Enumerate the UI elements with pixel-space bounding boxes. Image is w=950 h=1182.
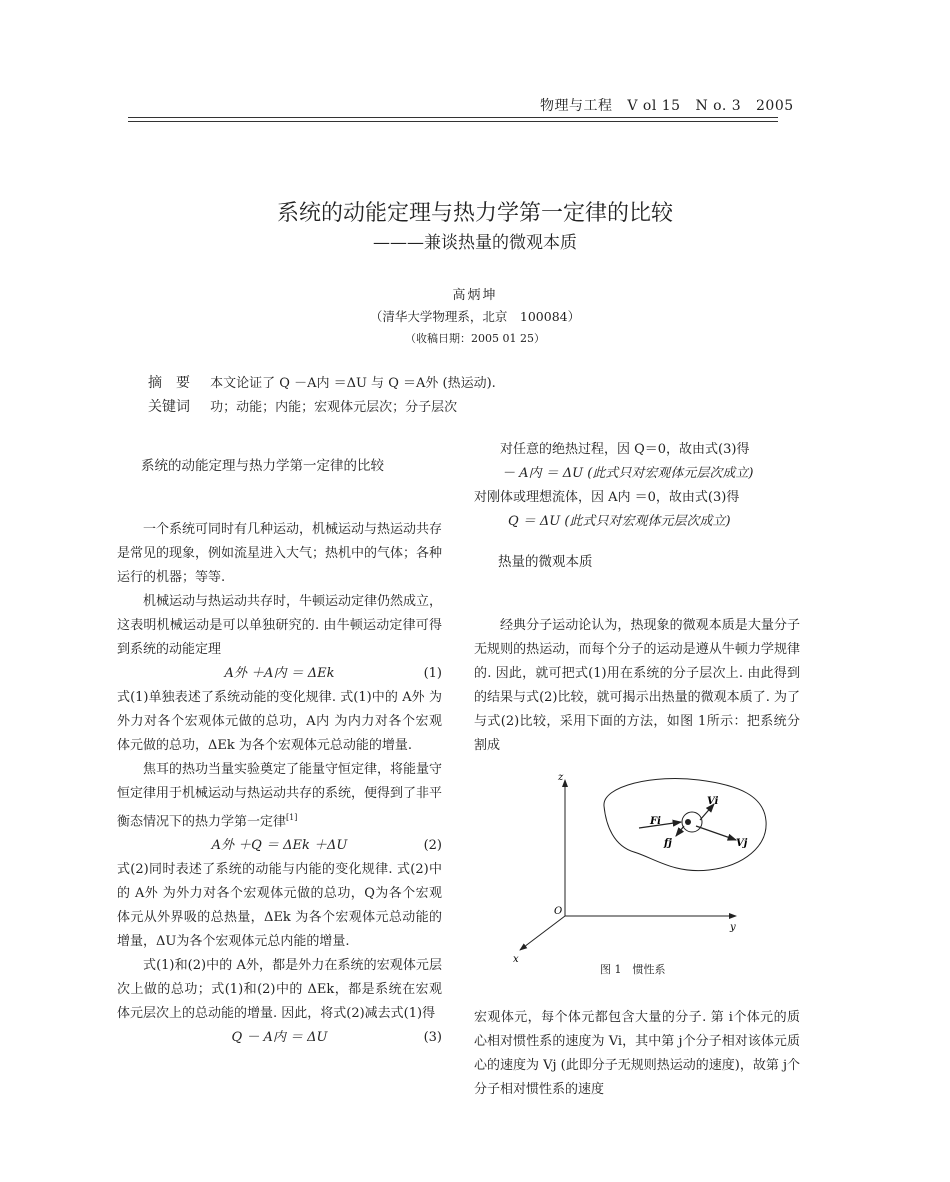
inertial-frame-diagram — [474, 766, 800, 966]
header-rule-top — [128, 117, 778, 118]
journal-name: 物理与工程 — [540, 98, 613, 114]
equation-rigid: Q ＝ ΔU (此式只对宏观体元层次成立) — [508, 514, 731, 529]
paragraph: 经典分子运动论认为，热现象的微观本质是大量分子无规则的热运动，而每个分子的运动是遵从牛顿力学规律的. 因此，就可把式(1)用在系统的分子层次上. 由此得到的结果与式(2)比较，就可揭示出热量的微观本质了. 为了与式(2)比较，采用下面的方法，如图 1所示：把系统分割成 — [474, 618, 800, 753]
paragraph: 机械运动与热运动共存时，牛顿运动定律仍然成立，这表明机械运动是可以单独研究的. 由牛顿运动定律可得到系统的动能定理 — [117, 594, 443, 657]
citation: [1] — [286, 813, 298, 822]
equation-adiabatic: － A内 ＝ ΔU (此式只对宏观体元层次成立) — [502, 466, 754, 481]
paragraph: 式(1)单独表述了系统动能的变化规律. 式(1)中的 A外 为外力对各个宏观体元做的总功，A内 为内力对各个宏观体元做的总功，ΔEk 为各个宏观体元总动能的增量. — [117, 690, 442, 753]
keywords — [148, 396, 457, 416]
velocity-Vi-label: Vi — [707, 796, 719, 807]
molecule-j — [685, 819, 691, 825]
abstract-text: 本文论证了 Q －A内 ＝ΔU 与 Q ＝A外 (热运动). — [210, 376, 496, 391]
section-heading-2: 热量的微观本质 — [498, 554, 593, 570]
z-axis-label: z — [558, 772, 564, 783]
affiliation: （清华大学物理系，北京 100084） — [369, 309, 581, 324]
author: 高炳坤 — [452, 288, 498, 303]
running-header — [540, 95, 794, 115]
paragraph: 一个系统可同时有几种运动，机械运动与热运动共存是常见的现象，例如流星进入大气；热机中的气体；各种运行的机器；等等. — [117, 522, 443, 585]
journal-year: 2005 — [756, 98, 794, 114]
x-axis-label: x — [513, 954, 519, 965]
paragraph: 宏观体元，每个体元都包含大量的分子. 第 i个体元的质心相对惯性系的速度为 Vi，其中第 j个分子相对该体元质心的速度为 Vj (此即分子无规则热运动的速度)，故第 j个分子相对惯性系的速度 — [474, 1010, 800, 1097]
left-column — [117, 454, 442, 1050]
paragraph: 式(1)和(2)中的 A外，都是外力在系统的宏观体元层次上做的总功；式(1)和(2)中的 ΔEk，都是系统在宏观体元层次上的总动能的增量. 因此，将式(2)减去式(1)得 — [117, 958, 442, 1022]
system-boundary — [604, 778, 766, 870]
equation-3 — [117, 1026, 442, 1050]
paragraph-text: 焦耳的热功当量实验奠定了能量守恒定律，将能量守恒定律用于机械运动与热运动共存的系统，便得到了非平衡态情况下的热力学第一定律 — [117, 762, 443, 830]
paragraph: 对刚体或理想流体，因 A内 ＝0，故由式(3)得 — [474, 490, 740, 505]
equation-1 — [117, 662, 442, 686]
velocity-Vj-label: Vj — [736, 838, 748, 849]
origin-label: O — [554, 906, 563, 917]
paragraph — [117, 758, 442, 834]
paragraph: 式(2)同时表述了系统的动能与内能的变化规律. 式(2)中的 A外 为外力对各个宏观体元做的总功，Q为各个宏观体元从外界吸的总热量，ΔEk 为各个宏观体元总动能的增量，ΔU为各个宏观体元总内能的增量. — [117, 862, 442, 950]
equation-2 — [117, 834, 442, 858]
right-column — [474, 438, 800, 1102]
figure-1 — [474, 766, 800, 966]
paper-subtitle: ———兼谈热量的微观本质 — [373, 233, 577, 253]
journal-volume: V ol 15 — [627, 98, 681, 114]
keywords-text: 功；动能；内能；宏观体元层次；分子层次 — [210, 400, 458, 415]
keywords-label: 关键词 — [148, 399, 190, 415]
force-fj-label: fj — [664, 838, 672, 849]
received-date: （收稿日期：2005 01 25） — [405, 332, 545, 345]
abstract-label: 摘 要 — [148, 375, 190, 391]
figure-caption: 图 1 惯性系 — [600, 963, 666, 976]
header-rule-bottom — [128, 121, 778, 122]
section-heading-1: 系统的动能定理与热力学第一定律的比较 — [141, 458, 384, 474]
equation-formula: A外 ＋A内 ＝ ΔEk — [224, 666, 335, 681]
x-axis — [520, 916, 565, 950]
abstract — [148, 372, 496, 392]
force-Fi-label: Fi — [650, 816, 661, 827]
equation-number: (1) — [423, 666, 442, 681]
force-fj-arrow — [676, 826, 684, 836]
paper-title: 系统的动能定理与热力学第一定律的比较 — [276, 201, 673, 226]
y-axis-label: y — [730, 922, 736, 933]
velocity-Vj-arrow — [696, 826, 736, 840]
equation-number: (3) — [423, 1030, 442, 1046]
equation-formula: Q － A内 ＝ ΔU — [231, 1030, 328, 1046]
equation-number: (2) — [423, 838, 442, 854]
paragraph: 对任意的绝热过程，因 Q＝0，故由式(3)得 — [500, 442, 750, 457]
journal-number: N o. 3 — [695, 98, 742, 114]
equation-formula: A外 ＋Q ＝ ΔEk ＋ΔU — [211, 838, 348, 854]
